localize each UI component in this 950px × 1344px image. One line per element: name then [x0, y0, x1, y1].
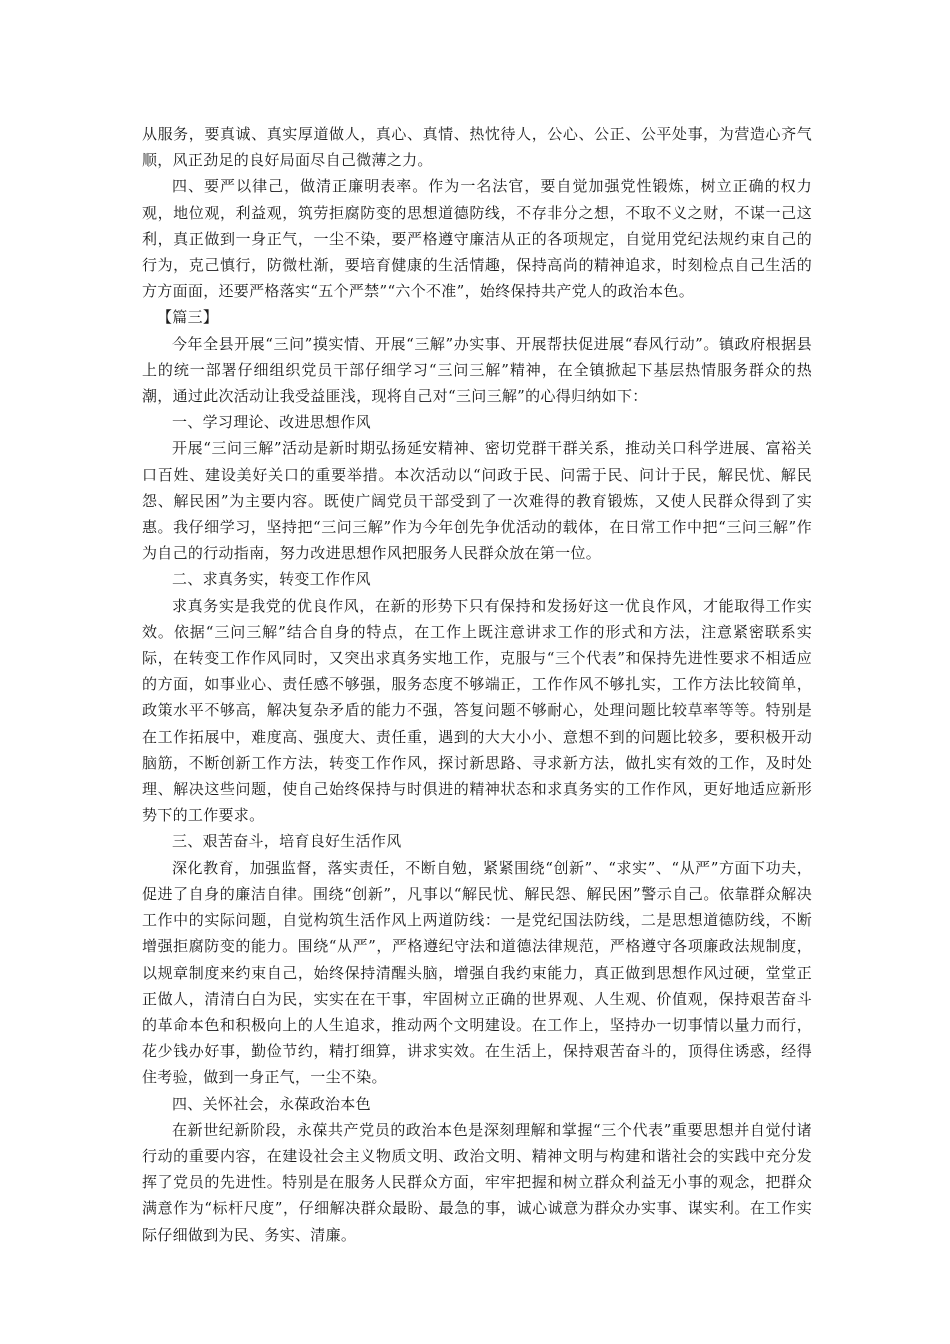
document-page: [142, 121, 812, 1248]
paragraph-continuation: 从服务，要真诚、真实厚道做人，真心、真情、热忱待人，公心、公正、公平处事，为营造心齐气顺，风正劲足的良好局面尽自己微薄之力。: [142, 125, 812, 170]
section-heading-part-three: 【篇三】: [157, 308, 219, 327]
paragraph-study-theory: 开展“三问三解”活动是新时期弘扬延安精神、密切党群干群关系，推动关口科学进展、富裕关口百姓、建设美好关口的重要举措。本次活动以“问政于民、问需于民、问计于民，解民忧、解民怨、解民困”为主要内容。既使广阔党员干部受到了一次难得的教育锻炼，又使人民群众得到了实惠。我仔细学习，坚持把“三问三解”作为今年创先争优活动的载体，在日常工作中把“三问三解”作为自己的行动指南，努力改进思想作风把服务人民群众放在第一位。: [142, 439, 812, 563]
paragraph-self-discipline: 四、要严以律己，做清正廉明表率。作为一名法官，要自觉加强党性锻炼，树立正确的权力观，地位观，利益观，筑劳拒腐防变的思想道德防线，不存非分之想，不取不义之财，不谋一己这利，真正做到一身正气，一尘不染，要严格遵守廉洁从正的各项规定，自觉用党纪法规约束自己的行为，克己慎行，防微杜渐，要培育健康的生活情趣，保持高尚的精神追求，时刻检点自己生活的方方面面，还要严格落实“五个严禁”“六个不准”，始终保持共产党人的政治本色。: [142, 177, 812, 301]
heading-hard-work: 三、艰苦奋斗，培育良好生活作风: [172, 832, 402, 851]
paragraph-care-society: 在新世纪新阶段，永葆共产党员的政治本色是深刻理解和掌握“三个代表”重要思想并自觉付诸行动的重要内容，在建设社会主义物质文明、政治文明、精神文明与构建和谐社会的实践中充分发挥了党员的先进性。特别是在服务人民群众方面，牢牢把握和树立群众利益无小事的观念，把群众满意作为“标杆尺度”，仔细解决群众最盼、最急的事，诚心诚意为群众办实事、谋实利。在工作实际仔细做到为民、务实、清廉。: [142, 1120, 812, 1244]
heading-seek-truth: 二、求真务实，转变工作作风: [172, 570, 371, 589]
paragraph-hard-work: 深化教育，加强监督，落实责任，不断自勉，紧紧围绕“创新”、“求实”、“从严”方面下功夫，促进了自身的廉洁自律。围绕“创新”，凡事以“解民忧、解民怨、解民困”警示自己。依靠群众解决工作中的实际问题，自觉构筑生活作风上两道防线：一是党纪国法防线，二是思想道德防线，不断增强拒腐防变的能力。围绕“从严”，严格遵纪守法和道德法律规范，严格遵守各项廉政法规制度，以规章制度来约束自己，始终保持清醒头脑，增强自我约束能力，真正做到思想作风过硬，堂堂正正做人，清清白白为民，实实在在干事，牢固树立正确的世界观、人生观、价值观，保持艰苦奋斗的革命本色和积极向上的人生追求，推动两个文明建设。在工作上，坚持办一切事情以量力而行，花少钱办好事，勤俭节约，精打细算，讲求实效。在生活上，保持艰苦奋斗的，顶得住诱惑，经得住考验，做到一身正气，一尘不染。: [142, 858, 812, 1087]
paragraph-seek-truth: 求真务实是我党的优良作风，在新的形势下只有保持和发扬好这一优良作风，才能取得工作实效。依据“三问三解”结合自身的特点，在工作上既注意讲求工作的形式和方法，注意紧密联系实际，在转变工作作风同时，又突出求真务实地工作，克服与“三个代表”和保持先进性要求不相适应的方面，如事业心、责任感不够强，服务态度不够端正，工作作风不够扎实，工作方法比较简单，政策水平不够高，解决复杂矛盾的能力不强，答复问题不够耐心，处理问题比较草率等等。特别是在工作拓展中，难度高、强度大、责任重，遇到的大大小小、意想不到的问题比较多，要积极开动脑筋，不断创新工作方法，转变工作作风，探讨新思路、寻求新方法，做扎实有效的工作，及时处理、解决这些问题，使自己始终保持与时俱进的精神状态和求真务实的工作作风，更好地适应新形势下的工作要求。: [142, 596, 812, 825]
heading-study-theory: 一、学习理论、改进思想作风: [172, 413, 371, 432]
paragraph-intro: 今年全县开展“三问”摸实情、开展“三解”办实事、开展帮扶促进展“春风行动”。镇政府根据县上的统一部署仔细组织党员干部仔细学习“三问三解”精神，在全镇掀起下基层热情服务群众的热潮，通过此次活动让我受益匪浅，现将自己对“三问三解”的心得归纳如下：: [142, 334, 812, 406]
heading-care-society: 四、关怀社会，永葆政治本色: [172, 1094, 371, 1113]
